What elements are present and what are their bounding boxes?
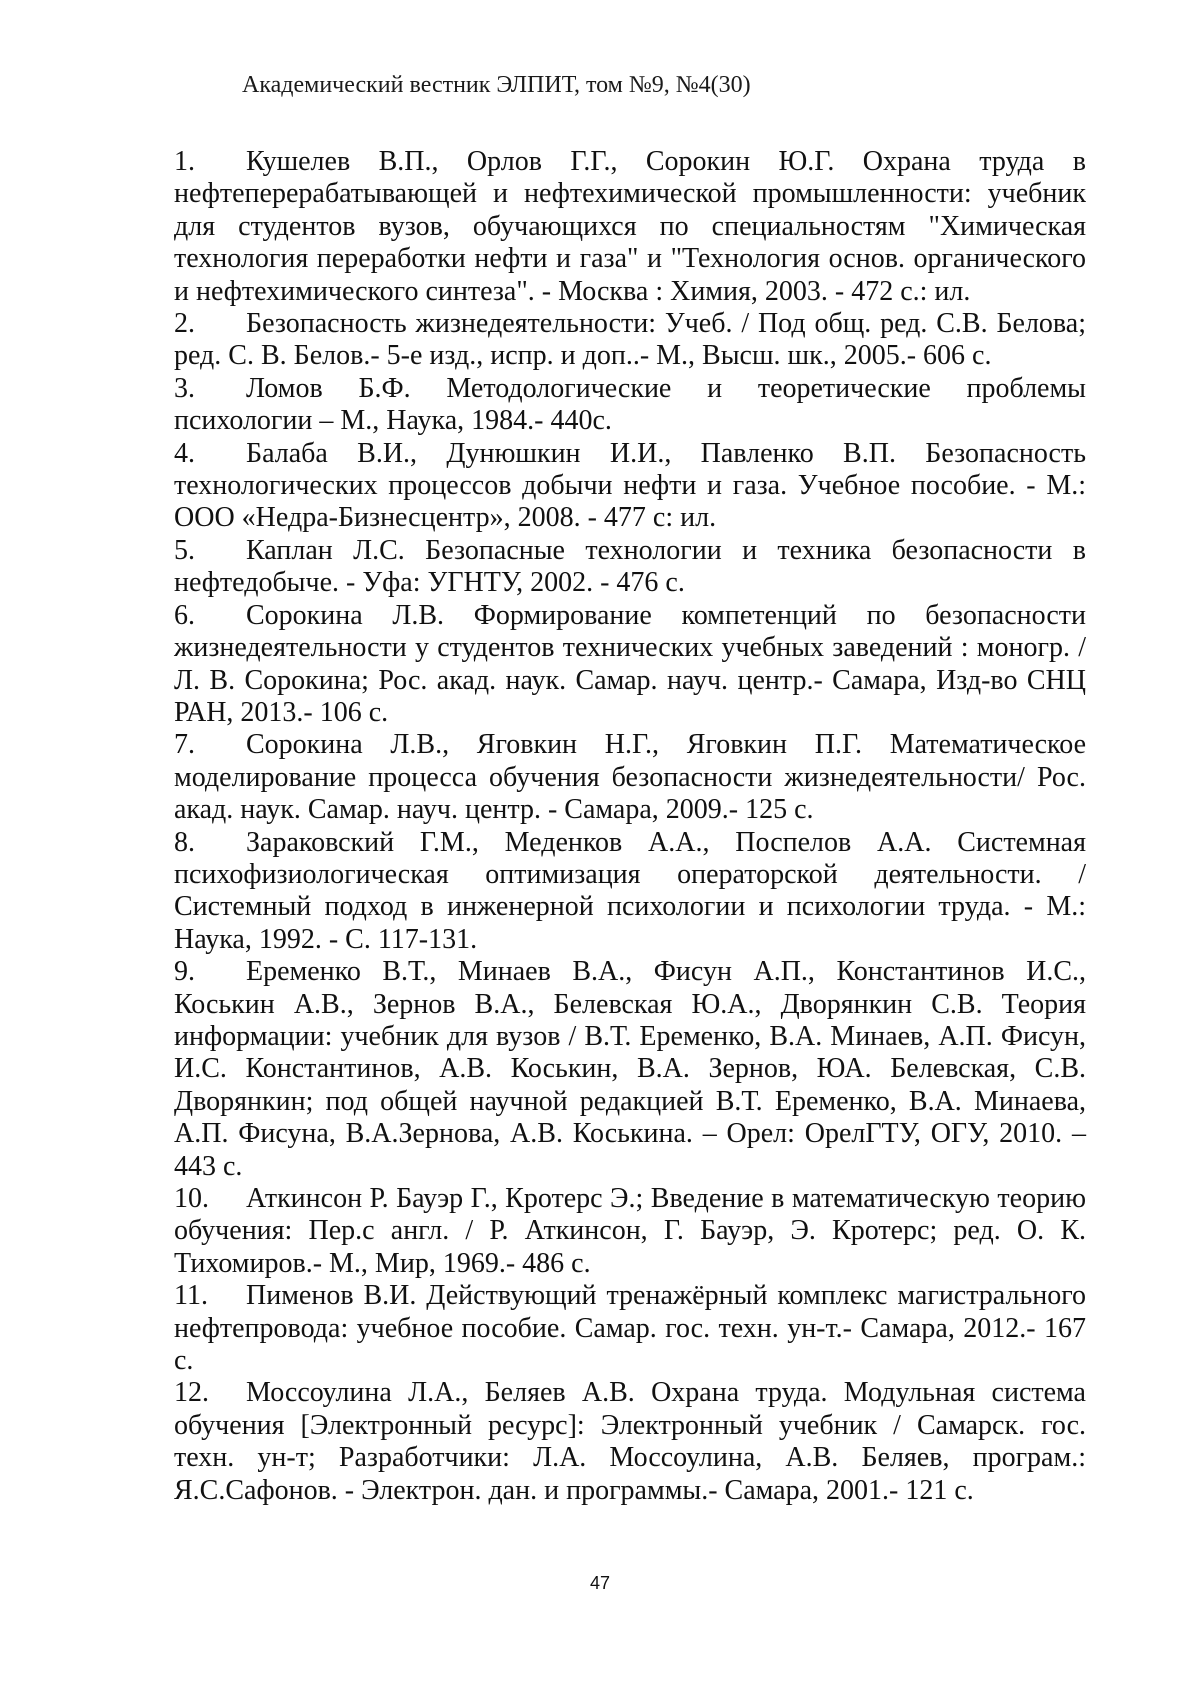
reference-text: Сорокина Л.В. Формирование компетенций по безопасности жизнедеятельности у студентов технических учебных заведений : моногр. / Л. В. Сорокина; Рос. акад. наук. Самар. науч. центр.- Самара, Изд-во СНЦ РАН, 2013.- 106 с. [174, 600, 1086, 728]
reference-number: 10. [174, 1183, 246, 1215]
running-header: Академический вестник ЭЛПИТ, том №9, №4(30) [242, 70, 751, 100]
reference-item [174, 1280, 1086, 1377]
reference-number: 6. [174, 600, 246, 632]
reference-text: Аткинсон Р. Бауэр Г., Кротерс Э.; Введение в математическую теорию обучения: Пер.с англ. / Р. Аткинсон, Г. Бауэр, Э. Кротерс; ред. О. К. Тихомиров.- М., Мир, 1969.- 486 с. [174, 1183, 1086, 1279]
reference-item [174, 438, 1086, 535]
reference-item [174, 1377, 1086, 1507]
reference-list [174, 146, 1086, 1507]
reference-number: 7. [174, 729, 246, 761]
reference-number: 1. [174, 146, 246, 178]
reference-number: 9. [174, 956, 246, 988]
reference-number: 4. [174, 438, 246, 470]
reference-item [174, 729, 1086, 826]
reference-text: Кушелев В.П., Орлов Г.Г., Сорокин Ю.Г. Охрана труда в нефтеперерабатывающей и нефтехимической промышленности: учебник для студентов вузов, обучающихся по специальностям "Химическая технология переработки нефти и газа" и "Технология основ. органического и нефтехимического синтеза". - Москва : Химия, 2003. - 472 с.: ил. [174, 146, 1086, 307]
reference-text: Безопасность жизнедеятельности: Учеб. / Под общ. ред. С.В. Белова; ред. С. В. Белов.- 5-е изд., испр. и доп..- М., Высш. шк., 2005.- 606 с. [174, 308, 1086, 371]
reference-item [174, 535, 1086, 600]
reference-item [174, 373, 1086, 438]
reference-text: Балаба В.И., Дунюшкин И.И., Павленко В.П. Безопасность технологических процессов добычи нефти и газа. Учебное пособие. - М.: ООО «Недра-Бизнесцентр», 2008. - 477 с: ил. [174, 438, 1086, 534]
reference-item [174, 1183, 1086, 1280]
reference-item [174, 600, 1086, 730]
reference-number: 11. [174, 1280, 246, 1312]
reference-text: Моссоулина Л.А., Беляев А.В. Охрана труда. Модульная система обучения [Электронный ресурс]: Электронный учебник / Самарск. гос. техн. ун-т; Разработчики: Л.А. Моссоулина, А.В. Беляев, програм.: Я.С.Сафонов. - Электрон. дан. и программы.- Самара, 2001.- 121 с. [174, 1377, 1086, 1505]
reference-text: Еременко В.Т., Минаев В.А., Фисун А.П., Константинов И.С., Коськин А.В., Зернов В.А., Белевская Ю.А., Дворянкин С.В. Теория информации: учебник для вузов / В.Т. Еременко, В.А. Минаев, А.П. Фисун, И.С. Константинов, А.В. Коськин, В.А. Зернов, ЮА. Белевская, С.В. Дворянкин; под общей научной редакцией В.Т. Еременко, В.А. Минаева, А.П. Фисуна, В.А.Зернова, А.В. Коськина. – Орел: ОрелГТУ, ОГУ, 2010. – 443 с. [174, 956, 1086, 1181]
reference-item [174, 146, 1086, 308]
reference-text: Каплан Л.С. Безопасные технологии и техника безопасности в нефтедобыче. - Уфа: УГНТУ, 2002. - 476 с. [174, 535, 1086, 598]
reference-number: 12. [174, 1377, 246, 1409]
reference-text: Пименов В.И. Действующий тренажёрный комплекс магистрального нефтепровода: учебное пособие. Самар. гос. техн. ун-т.- Самара, 2012.- 167 с. [174, 1280, 1086, 1376]
reference-item [174, 827, 1086, 957]
reference-item [174, 308, 1086, 373]
reference-text: Сорокина Л.В., Яговкин Н.Г., Яговкин П.Г. Математическое моделирование процесса обучения безопасности жизнедеятельности/ Рос. акад. наук. Самар. науч. центр. - Самара, 2009.- 125 с. [174, 729, 1086, 825]
reference-text: Ломов Б.Ф. Методологические и теоретические проблемы психологии – М., Наука, 1984.- 440с. [174, 373, 1086, 436]
journal-page [0, 0, 1200, 1698]
reference-text: Зараковский Г.М., Меденков А.А., Поспелов А.А. Системная психофизиологическая оптимизация операторской деятельности. / Системный подход в инженерной психологии и психологии труда. - М.: Наука, 1992. - С. 117-131. [174, 827, 1086, 955]
reference-number: 2. [174, 308, 246, 340]
reference-number: 3. [174, 373, 246, 405]
reference-number: 5. [174, 535, 246, 567]
page-number: 47 [0, 1572, 1200, 1594]
reference-item [174, 956, 1086, 1183]
reference-number: 8. [174, 827, 246, 859]
